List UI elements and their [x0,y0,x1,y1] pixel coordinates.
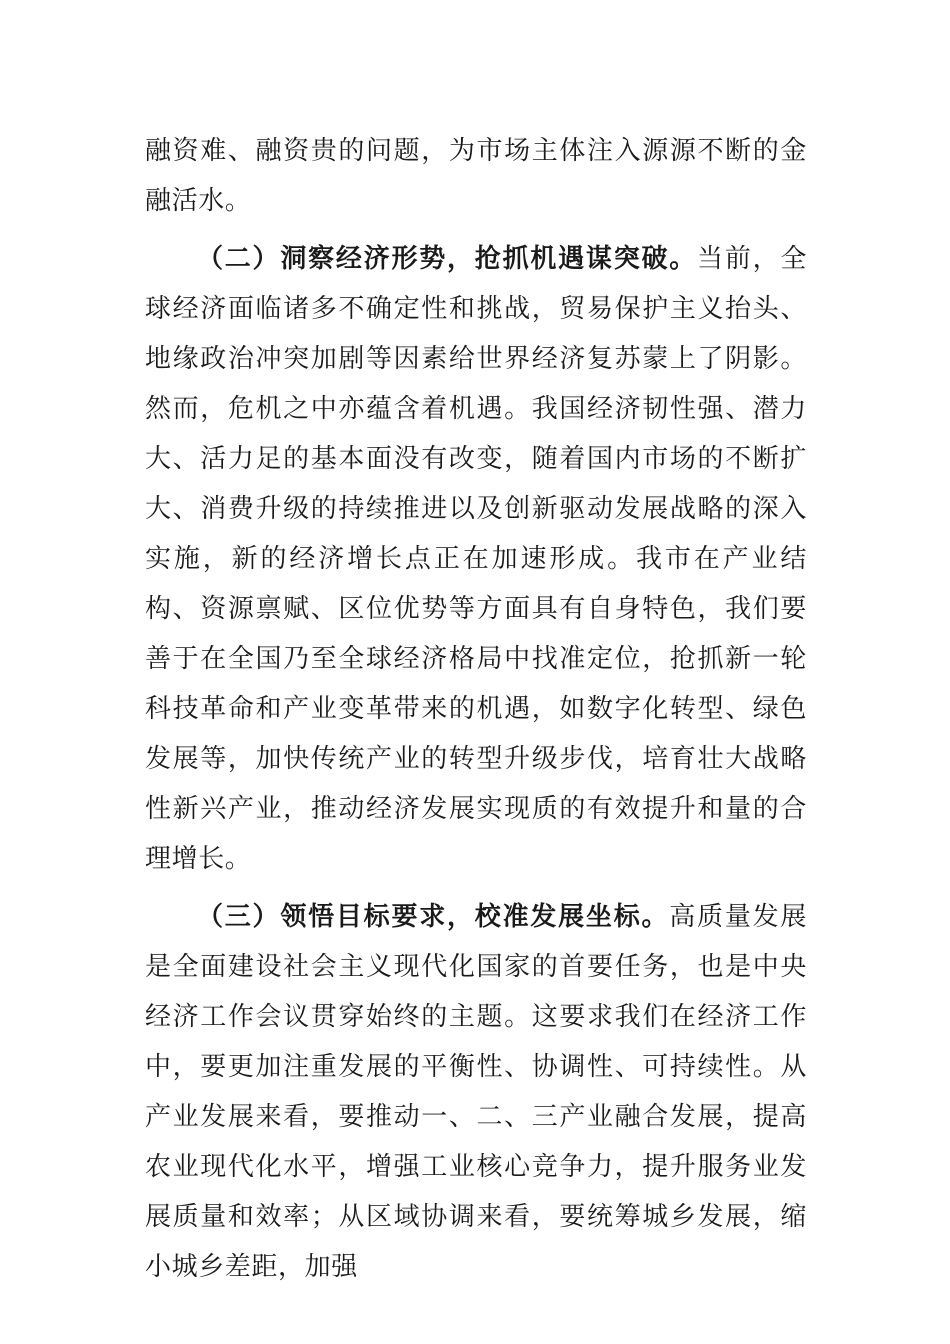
document-body [145,126,807,1300]
section-paragraph-2 [145,234,807,884]
section-heading-3: （三）领悟目标要求，校准发展坐标。 [197,902,670,932]
continuation-paragraph: 融资难、融资贵的问题，为市场主体注入源源不断的金融活水。 [145,136,807,216]
section-body-3: 高质量发展是全面建设社会主义现代化国家的首要任务，也是中央经济工作会议贯穿始终的主题。这要求我们在经济工作中，要更加注重发展的平衡性、协调性、可持续性。从产业发展来看，要推动一、二、三产业融合发展，提高农业现代化水平，增强工业核心竞争力，提升服务业发展质量和效率；从区域协调来看，要统筹城乡发展，缩小城乡差距，加强 [145,902,807,1282]
section-paragraph-3 [145,892,807,1292]
section-body-2: 当前，全球经济面临诸多不确定性和挑战，贸易保护主义抬头、地缘政治冲突加剧等因素给世界经济复苏蒙上了阴影。然而，危机之中亦蕴含着机遇。我国经济韧性强、潜力大、活力足的基本面没有改变，随着国内市场的不断扩大、消费升级的持续推进以及创新驱动发展战略的深入实施，新的经济增长点正在加速形成。我市在产业结构、资源禀赋、区位优势等方面具有自身特色，我们要善于在全国乃至全球经济格局中找准定位，抢抓新一轮科技革命和产业变革带来的机遇，如数字化转型、绿色发展等，加快传统产业的转型升级步伐，培育壮大战略性新兴产业，推动经济发展实现质的有效提升和量的合理增长。 [145,244,807,874]
section-heading-2: （二）洞察经济形势，抢抓机遇谋突破。 [197,244,698,274]
